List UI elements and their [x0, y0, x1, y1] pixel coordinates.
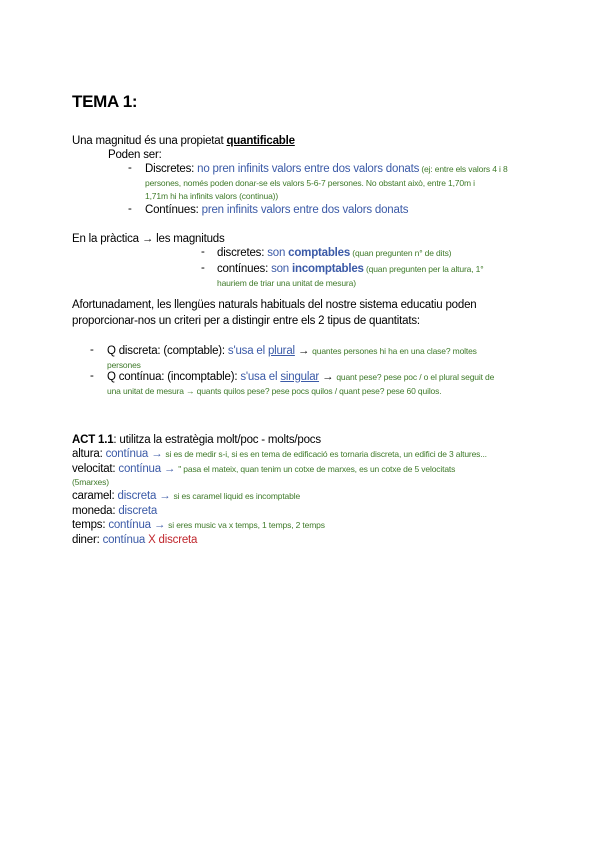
type-continues: Contínues: pren infinits valors entre dos valors donats	[145, 204, 409, 216]
bullet-dash: -	[128, 203, 132, 215]
act-row-moneda: moneda: discreta	[72, 505, 158, 517]
act-row-temps: temps: contínua → si eres music va x temps, 1 temps, 2 temps	[72, 519, 325, 531]
practice-continues: contínues: son incomptables (quan pregunten per la altura, 1°	[217, 263, 484, 275]
type-discretes-note: persones, només poden donar-se els valors 5-6-7 persones. No obstant això, entre 1,70m i	[145, 178, 475, 188]
act-row-velocitat: velocitat: contínua → " pasa el mateix, quan tenim un cotxe de marxes, es un cotxe de 5 velocitats	[72, 463, 456, 475]
act-heading: ACT 1.1: utilitza la estratègia molt/poc - molts/pocs	[72, 434, 321, 446]
paragraph-line: Afortunadament, les llengües naturals habituals del nostre sistema educatiu poden	[72, 299, 477, 311]
act-row-note: (5marxes)	[72, 477, 109, 487]
act-row-caramel: caramel: discreta → si es caramel liquid es incomptable	[72, 490, 301, 502]
page-title: TEMA 1:	[72, 92, 138, 111]
criterion-note: una unitat de mesura → quants quilos pese? pese pocs quilos / quant pese? pese 60 quilos.	[107, 386, 442, 396]
bullet-dash: -	[90, 370, 94, 382]
act-row-diner: diner: contínua X discreta	[72, 534, 198, 546]
bullet-dash: -	[201, 262, 205, 274]
act-row-altura: altura: contínua → si es de medir s-i, si es en tema de edificació es tornaria discreta, un edifici de 3 altures...	[72, 448, 487, 460]
criterion-continua: Q contínua: (incomptable): s'usa el singular → quant pese? pese poc / o el plural seguit de	[107, 371, 495, 383]
type-discretes-note: 1,71m hi ha infinits valors (continua))	[145, 191, 279, 201]
bullet-dash: -	[90, 344, 94, 356]
criterion-discreta: Q discreta: (comptable): s'usa el plural → quantes persones hi ha en una clase? moltes	[107, 345, 477, 357]
bullet-dash: -	[128, 162, 132, 174]
bullet-dash: -	[201, 246, 205, 258]
practice-lead: En la pràctica → les magnituds	[72, 233, 225, 245]
practice-continues-note: hauriem de triar una unitat de mesura)	[217, 278, 356, 288]
paragraph-line: proporcionar-nos un criteri per a distingir entre els 2 tipus de quantitats:	[72, 315, 420, 327]
intro-line: Una magnitud és una propietat quantificable	[72, 135, 295, 147]
criterion-note: persones	[107, 360, 141, 370]
poden-ser: Poden ser:	[108, 149, 162, 161]
practice-discretes: discretes: son comptables (quan pregunten n° de dits)	[217, 247, 452, 259]
type-discretes: Discretes: no pren infinits valors entre dos valors donats (ej: entre els valors 4 i 8	[145, 163, 508, 175]
quantificable-term: quantificable	[226, 135, 295, 147]
